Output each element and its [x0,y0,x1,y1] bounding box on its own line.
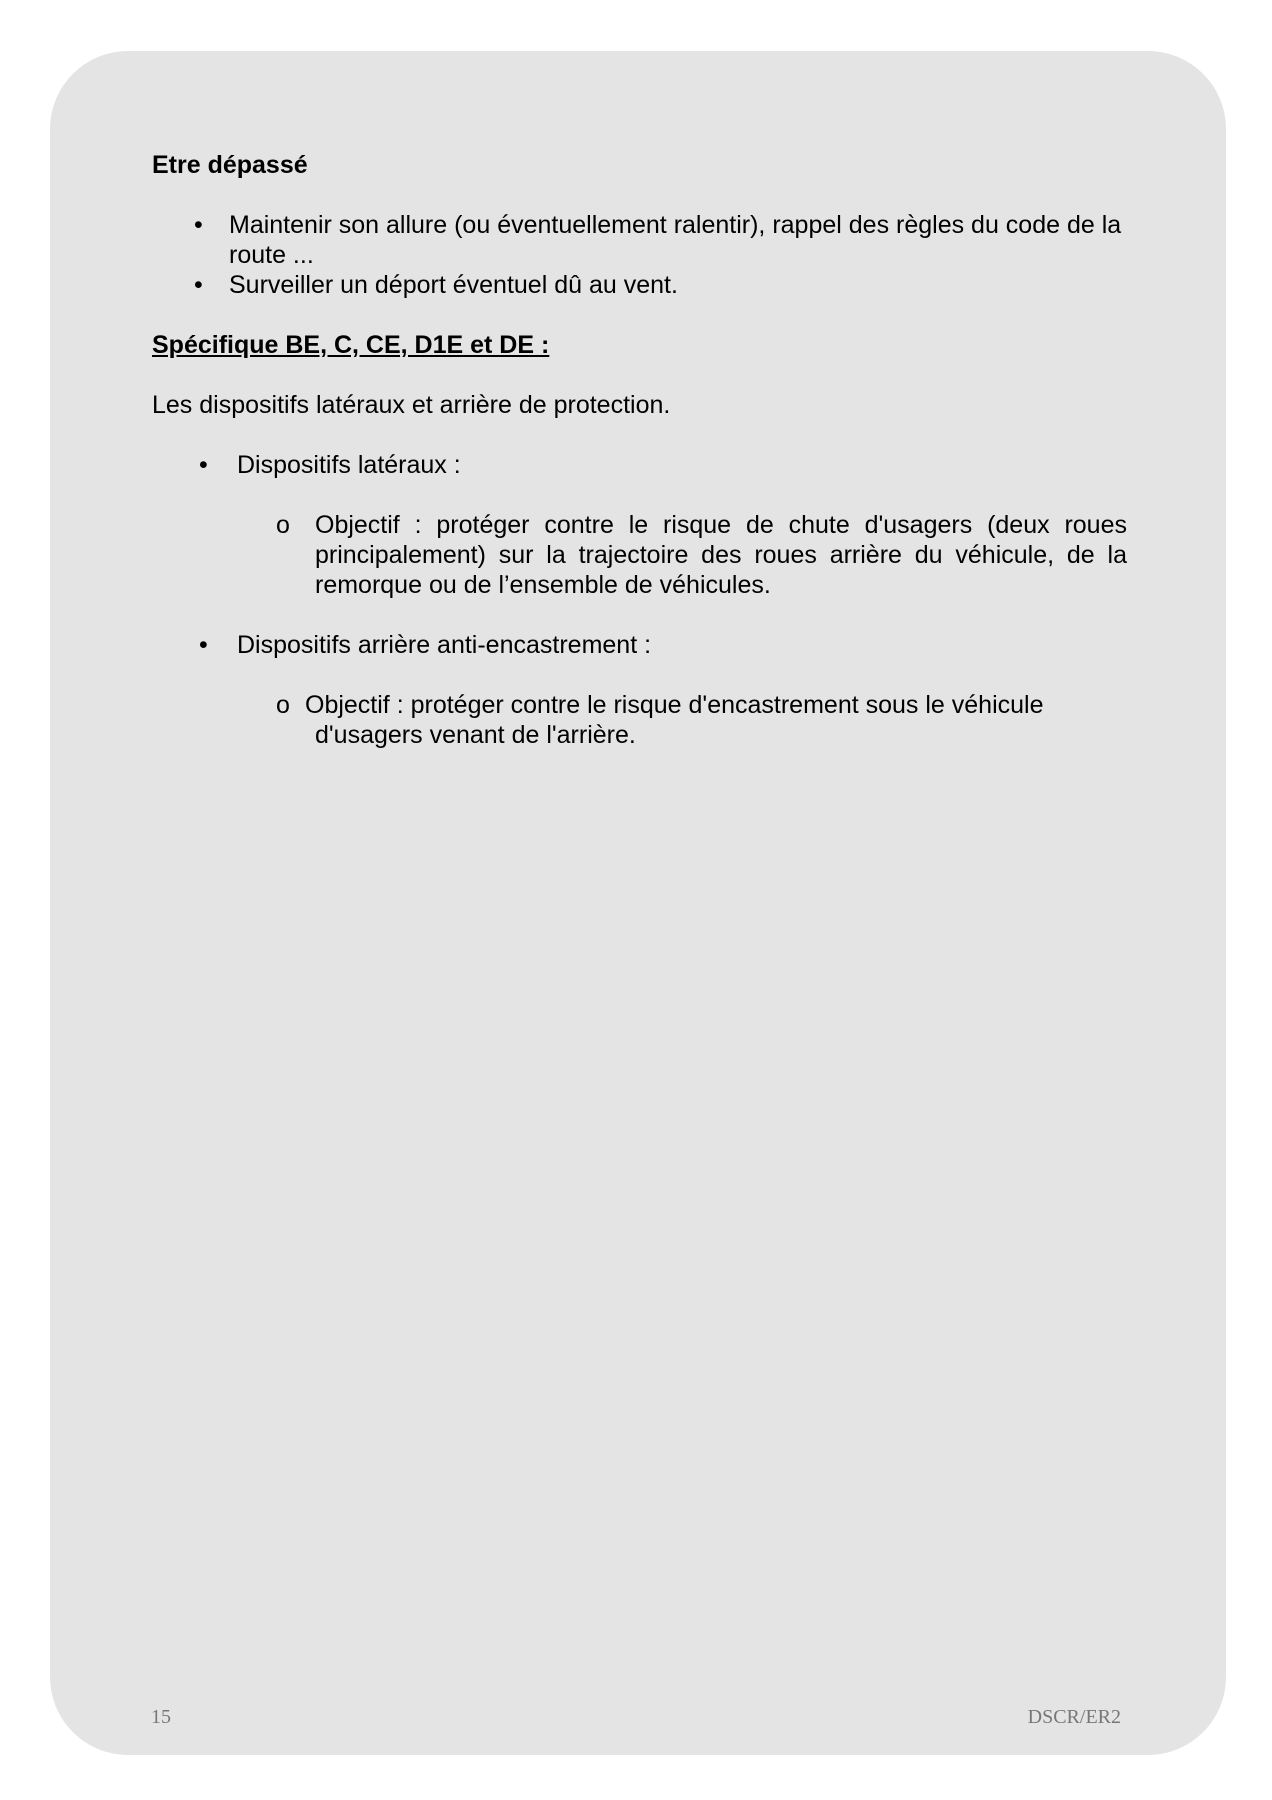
objective-text: Objectif : protéger contre le risque de chute d'usagers (deux roues principalement) sur la trajectoire des roues arrière du véhicule, de la remorque ou de l’ensemble de véhicules. [315,511,1127,599]
device-item-lateral [152,450,1127,480]
intro-paragraph: Les dispositifs latéraux et arrière de protection. [152,391,671,419]
list-item-text: Surveiller un déport éventuel dû au vent. [229,271,678,299]
device-label: Dispositifs arrière anti-encastrement : [237,631,652,659]
section-title-etre-depasse: Etre dépassé [152,151,308,179]
bullet-icon: • [194,271,203,299]
objective-text: Objectif : protéger contre le risque d'encastrement sous le véhicule d'usagers venant de l'arrière. [305,691,1044,749]
bullet-icon: • [199,631,208,659]
overtaken-list [152,210,1127,300]
list-item [152,210,1127,270]
objective-rear [152,690,1127,750]
bullet-icon: • [199,451,208,479]
document-content [152,150,1127,780]
sub-bullet-icon: o [276,511,290,539]
page-number: 15 [151,1706,171,1728]
device-item-rear [152,630,1127,660]
document-reference: DSCR/ER2 [1027,1706,1121,1728]
objective-lateral [152,510,1127,600]
sub-bullet-icon: o [276,691,290,719]
bullet-icon: • [194,211,203,239]
device-label: Dispositifs latéraux : [237,451,461,479]
list-item-text: Maintenir son allure (ou éventuellement ralentir), rappel des règles du code de la route ... [229,211,1122,269]
section-title-specifique: Spécifique BE, C, CE, D1E et DE : [152,331,550,359]
list-item [152,270,1127,300]
